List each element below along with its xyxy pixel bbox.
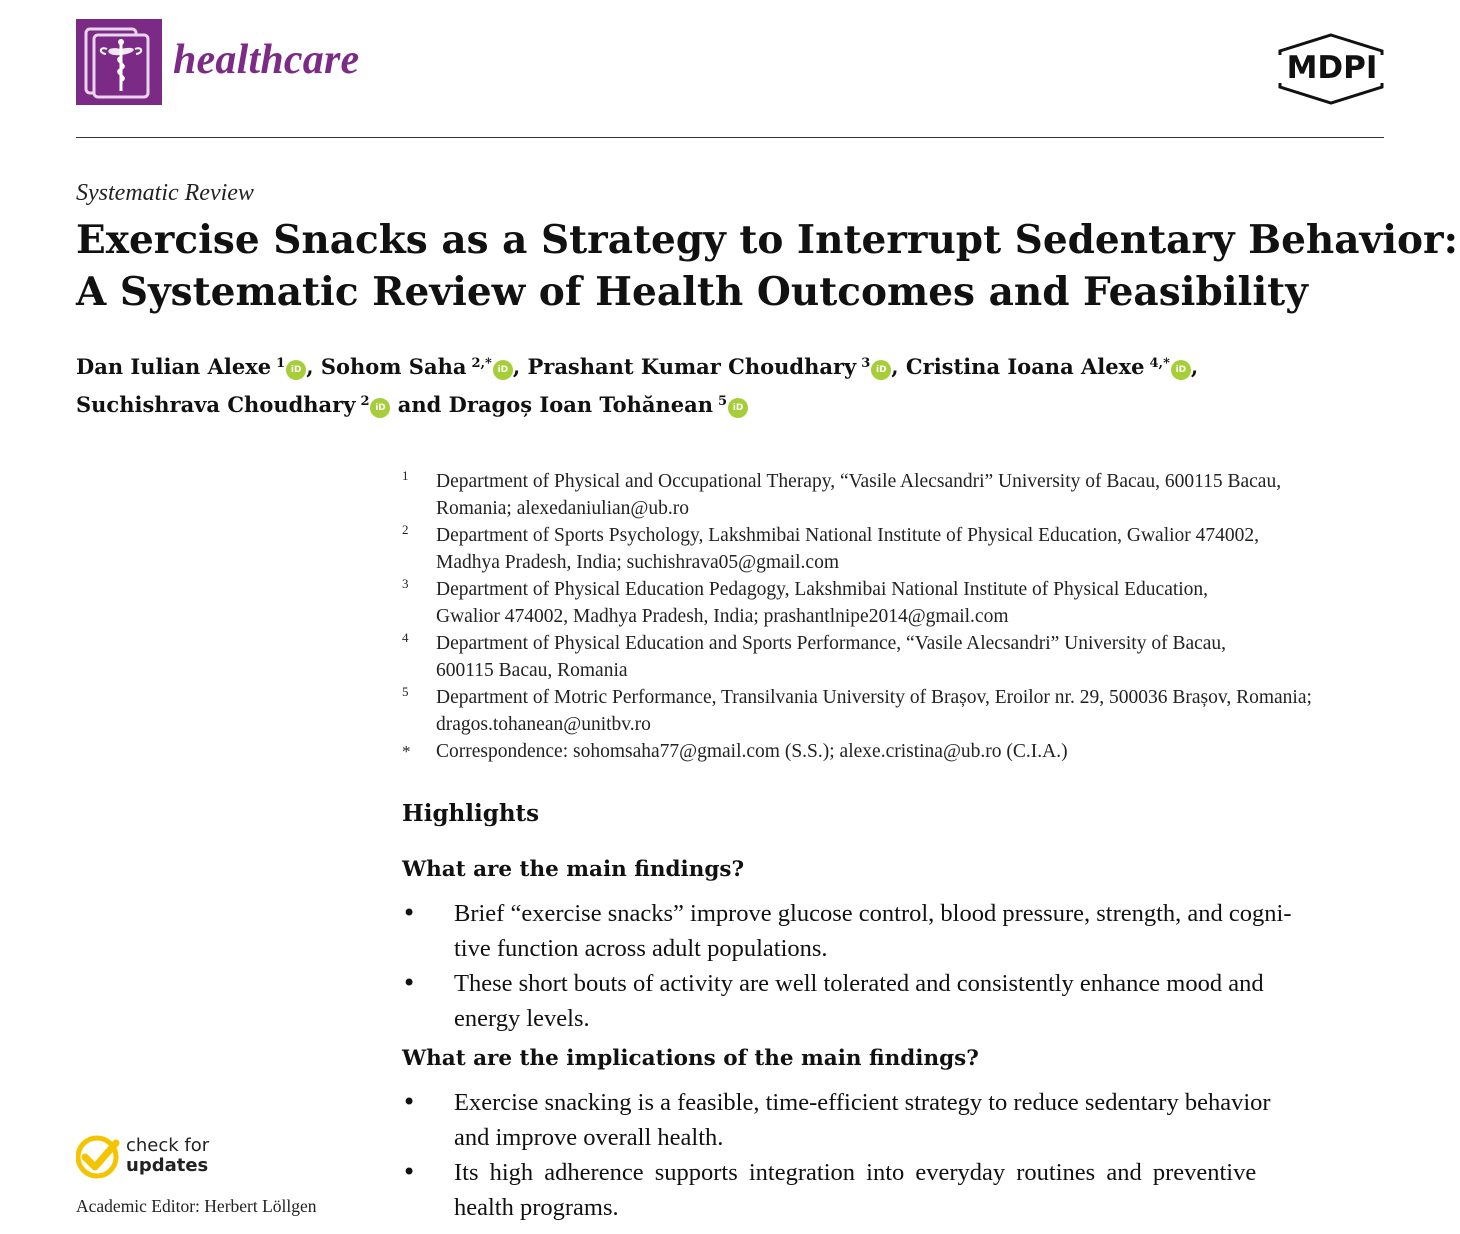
- author-affiliation-marker: 3: [861, 356, 871, 371]
- journal-name: healthcare: [173, 37, 360, 83]
- author-name[interactable]: Sohom Saha: [320, 354, 467, 379]
- author-name[interactable]: Suchishrava Choudhary: [76, 392, 356, 417]
- affiliation-text: 600115 Bacau, Romania: [436, 660, 628, 681]
- author-line-1: Dan Iulian Alexe $^1$ iD , Sohom Saha $^{2,*}$ iD , Prashant Kumar Choudhary $^3$ iD , Cristina Ioana Alexe $^{4,*}$ iD ,: [76, 354, 1199, 379]
- affiliation-text: Romania; alexedaniulian@ub.ro: [436, 498, 689, 519]
- highlight-text: These short bouts of activity are well tolerated and consistently enhance mood and: [454, 970, 1264, 997]
- academic-editor: Academic Editor: Herbert Löllgen: [76, 1196, 317, 1216]
- affiliation-text: Department of Physical and Occupational Therapy, “Vasile Alecsandri” University of Bacau, 600115 Bacau,: [436, 471, 1282, 492]
- highlights-heading-findings: What are the main findings?: [402, 857, 745, 882]
- author-affiliation-marker: 2: [360, 394, 370, 409]
- author-name[interactable]: Dan Iulian Alexe: [76, 354, 272, 379]
- affiliation-number: 3: [402, 576, 409, 591]
- highlight-text: and improve overall health.: [454, 1124, 724, 1151]
- author-affiliation-marker: 5: [718, 394, 728, 409]
- highlights-list-findings: [402, 896, 1402, 1036]
- header-divider: [76, 137, 1384, 138]
- highlights-title: Highlights: [402, 800, 540, 827]
- affiliation-text: Department of Physical Education Pedagogy, Lakshmibai National Institute of Physical Education,: [436, 579, 1209, 600]
- bullet-icon: •: [402, 969, 417, 997]
- journal-logo[interactable]: [76, 19, 162, 105]
- publisher-name: MDPI: [1286, 50, 1378, 86]
- author-name[interactable]: Prashant Kumar Choudhary: [527, 354, 857, 379]
- affiliation-number: 4: [402, 630, 409, 645]
- caduceus-icon: [76, 19, 162, 105]
- highlight-text: energy levels.: [454, 1005, 590, 1032]
- orcid-icon[interactable]: iD: [493, 360, 513, 380]
- affiliation-text: Madhya Pradesh, India; suchishrava05@gmail.com: [436, 552, 839, 573]
- check-for-updates-label: [126, 1136, 209, 1176]
- affiliation-item: [400, 630, 1400, 684]
- bullet-icon: •: [402, 1158, 417, 1186]
- correspondence-marker: *: [402, 742, 411, 761]
- affiliation-number: 2: [402, 522, 409, 537]
- correspondence-text: Correspondence: sohomsaha77@gmail.com (S.S.); alexe.cristina@ub.ro (C.I.A.): [436, 741, 1068, 762]
- highlight-text: health programs.: [454, 1194, 619, 1221]
- highlight-text: Brief “exercise snacks” improve glucose control, blood pressure, strength, and cogni-: [454, 900, 1292, 927]
- check-label-line-1: check for: [126, 1135, 210, 1156]
- article-title: [76, 214, 1458, 318]
- highlights-heading-implications: What are the implications of the main findings?: [402, 1046, 979, 1071]
- affiliation-text: Department of Physical Education and Sports Performance, “Vasile Alecsandri” University of Bacau,: [436, 633, 1227, 654]
- affiliation-number: 1: [402, 468, 409, 483]
- affiliation-list: [400, 468, 1400, 765]
- author-affiliation-marker: 4,*: [1149, 356, 1170, 371]
- check-for-updates-badge[interactable]: [76, 1135, 216, 1181]
- article-type: Systematic Review: [76, 180, 254, 206]
- correspondence: [400, 738, 1400, 765]
- bullet-icon: •: [402, 1088, 417, 1116]
- checkmark-icon: [76, 1135, 120, 1179]
- orcid-icon[interactable]: iD: [370, 398, 390, 418]
- orcid-icon[interactable]: iD: [728, 398, 748, 418]
- affiliation-text: Department of Motric Performance, Transilvania University of Brașov, Eroilor nr. 29, 500036 Brașov, Romania;: [436, 687, 1312, 708]
- affiliation-number: 5: [402, 684, 409, 699]
- author-line-2: Suchishrava Choudhary $^2$ iD and Dragoș Ioan Tohănean $^5$ iD: [76, 384, 1198, 422]
- affiliation-item: [400, 468, 1400, 522]
- affiliation-item: [400, 684, 1400, 738]
- highlight-text: tive function across adult populations.: [454, 935, 828, 962]
- highlight-text: Exercise snacking is a feasible, time-efficient strategy to reduce sedentary behavior: [454, 1089, 1271, 1116]
- check-label-line-2: updates: [126, 1155, 209, 1176]
- author-list: [76, 346, 1198, 422]
- highlights-list-implications: [402, 1085, 1402, 1225]
- affiliation-item: [400, 576, 1400, 630]
- affiliation-text: dragos.tohanean@unitbv.ro: [436, 714, 651, 735]
- author-name[interactable]: Dragoș Ioan Tohănean: [448, 392, 713, 417]
- author-affiliation-marker: 1: [276, 356, 286, 371]
- author-name[interactable]: Cristina Ioana Alexe: [905, 354, 1145, 379]
- title-line-1: Exercise Snacks as a Strategy to Interrupt Sedentary Behavior:: [76, 217, 1458, 263]
- affiliation-text: Department of Sports Psychology, Lakshmibai National Institute of Physical Education, Gwalior 474002,: [436, 525, 1260, 546]
- title-line-2: A Systematic Review of Health Outcomes and Feasibility: [76, 269, 1308, 315]
- highlight-text: Its high adherence supports integration into everyday routines and preventive: [454, 1159, 1257, 1186]
- orcid-icon[interactable]: iD: [286, 360, 306, 380]
- publisher-logo[interactable]: [1276, 33, 1386, 105]
- affiliation-item: [400, 522, 1400, 576]
- affiliation-text: Gwalior 474002, Madhya Pradesh, India; prashantlnipe2014@gmail.com: [436, 606, 1009, 627]
- orcid-icon[interactable]: iD: [1171, 360, 1191, 380]
- orcid-icon[interactable]: iD: [871, 360, 891, 380]
- author-affiliation-marker: 2,*: [471, 356, 492, 371]
- bullet-icon: •: [402, 899, 417, 927]
